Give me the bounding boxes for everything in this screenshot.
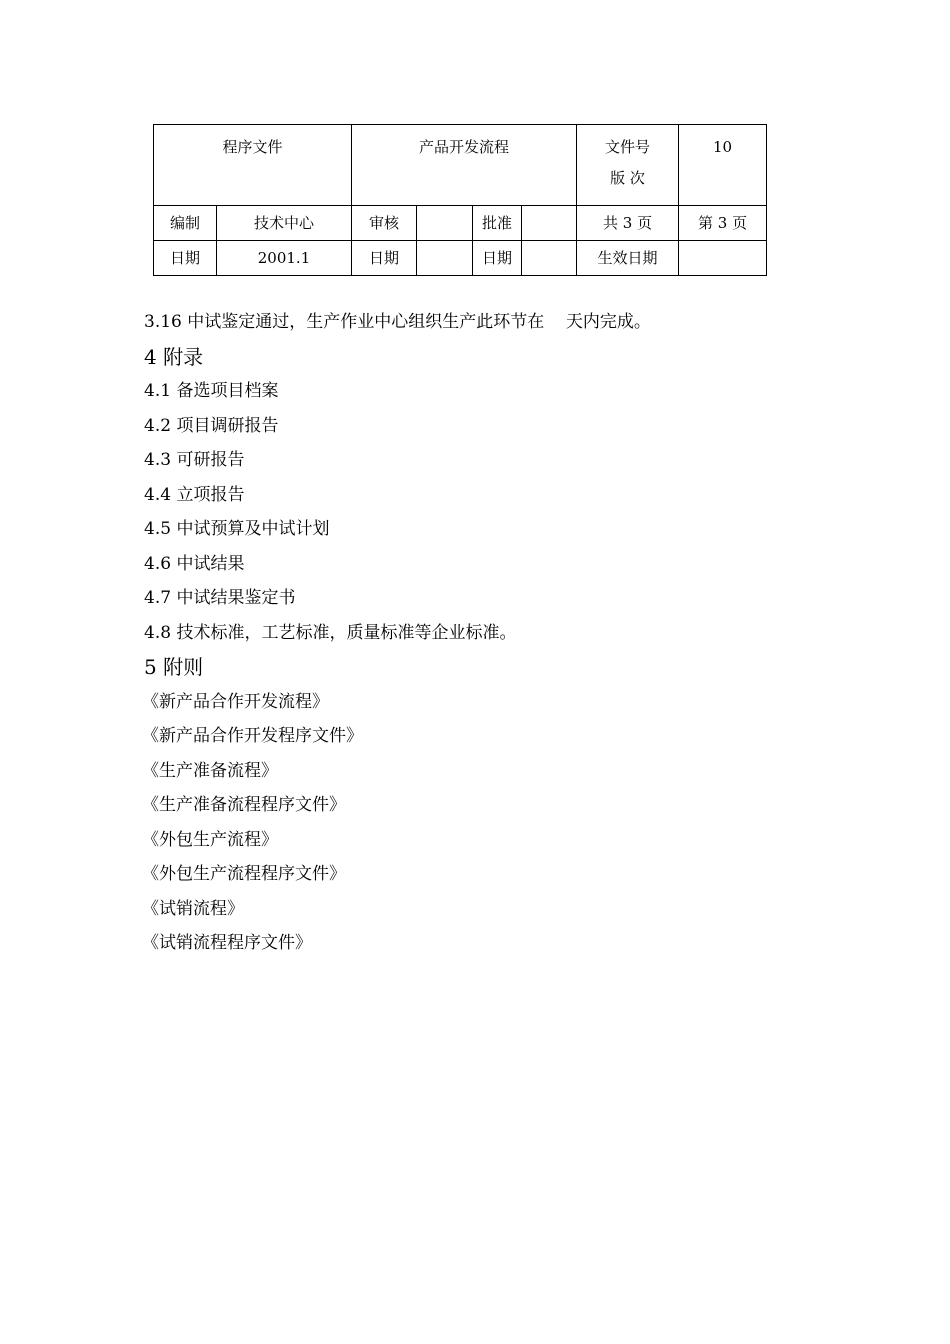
review-value-cell	[417, 206, 473, 241]
related-document-item: 《外包生产流程程序文件》	[142, 864, 346, 884]
appendix-item: 4.8 技术标准，工艺标准，质量标准等企业标准。	[144, 622, 517, 643]
related-document-item: 《试销流程》	[142, 898, 244, 919]
review-date-label-cell: 日期	[352, 241, 417, 276]
approve-date-label-cell: 日期	[473, 241, 522, 276]
section-5-heading: 5 附则	[144, 655, 204, 679]
doc-title-cell: 产品开发流程	[352, 125, 577, 206]
related-document-item: 《试销流程程序文件》	[142, 933, 312, 953]
effective-date-label-cell: 生效日期	[577, 241, 679, 276]
related-document-item: 《生产准备流程程序文件》	[142, 795, 346, 815]
file-no-version-label-cell	[577, 125, 679, 206]
appendix-item: 4.1 备选项目档案	[144, 381, 279, 401]
appendix-item: 4.7 中试结果鉴定书	[144, 588, 296, 608]
current-page-cell: 第 3 页	[679, 206, 767, 241]
appendix-item: 4.6 中试结果	[144, 553, 245, 574]
related-document-item: 《外包生产流程》	[142, 829, 278, 850]
prepared-label-cell: 编制	[154, 206, 217, 241]
prepared-value-cell: 技术中心	[217, 206, 352, 241]
section-4-heading: 4 附录	[144, 344, 204, 369]
related-document-item: 《生产准备流程》	[142, 760, 278, 781]
paragraph-3-16: 3.16 中试鉴定通过，生产作业中心组织生产此环节在 天内完成。	[144, 312, 651, 332]
file-no-label: 文件号	[605, 138, 651, 156]
appendix-item: 4.2 项目调研报告	[144, 415, 279, 436]
appendix-item: 4.4 立项报告	[144, 484, 245, 505]
approve-value-cell	[522, 206, 577, 241]
approve-date-value-cell	[522, 241, 577, 276]
document-header-table	[153, 124, 767, 276]
file-no-value-cell: 10	[679, 125, 767, 206]
related-document-item: 《新产品合作开发流程》	[142, 691, 329, 712]
appendix-item: 4.5 中试预算及中试计划	[144, 519, 330, 539]
appendix-item: 4.3 可研报告	[144, 450, 245, 470]
effective-date-value-cell	[679, 241, 767, 276]
approve-label-cell: 批准	[473, 206, 522, 241]
document-body	[144, 305, 784, 961]
review-label-cell: 审核	[352, 206, 417, 241]
doc-type-cell: 程序文件	[154, 125, 352, 206]
date-value-cell: 2001.1	[217, 241, 352, 276]
date-label-cell: 日期	[154, 241, 217, 276]
total-pages-cell: 共 3 页	[577, 206, 679, 241]
related-document-item: 《新产品合作开发程序文件》	[142, 726, 363, 746]
version-label: 版 次	[610, 169, 645, 187]
review-date-value-cell	[417, 241, 473, 276]
